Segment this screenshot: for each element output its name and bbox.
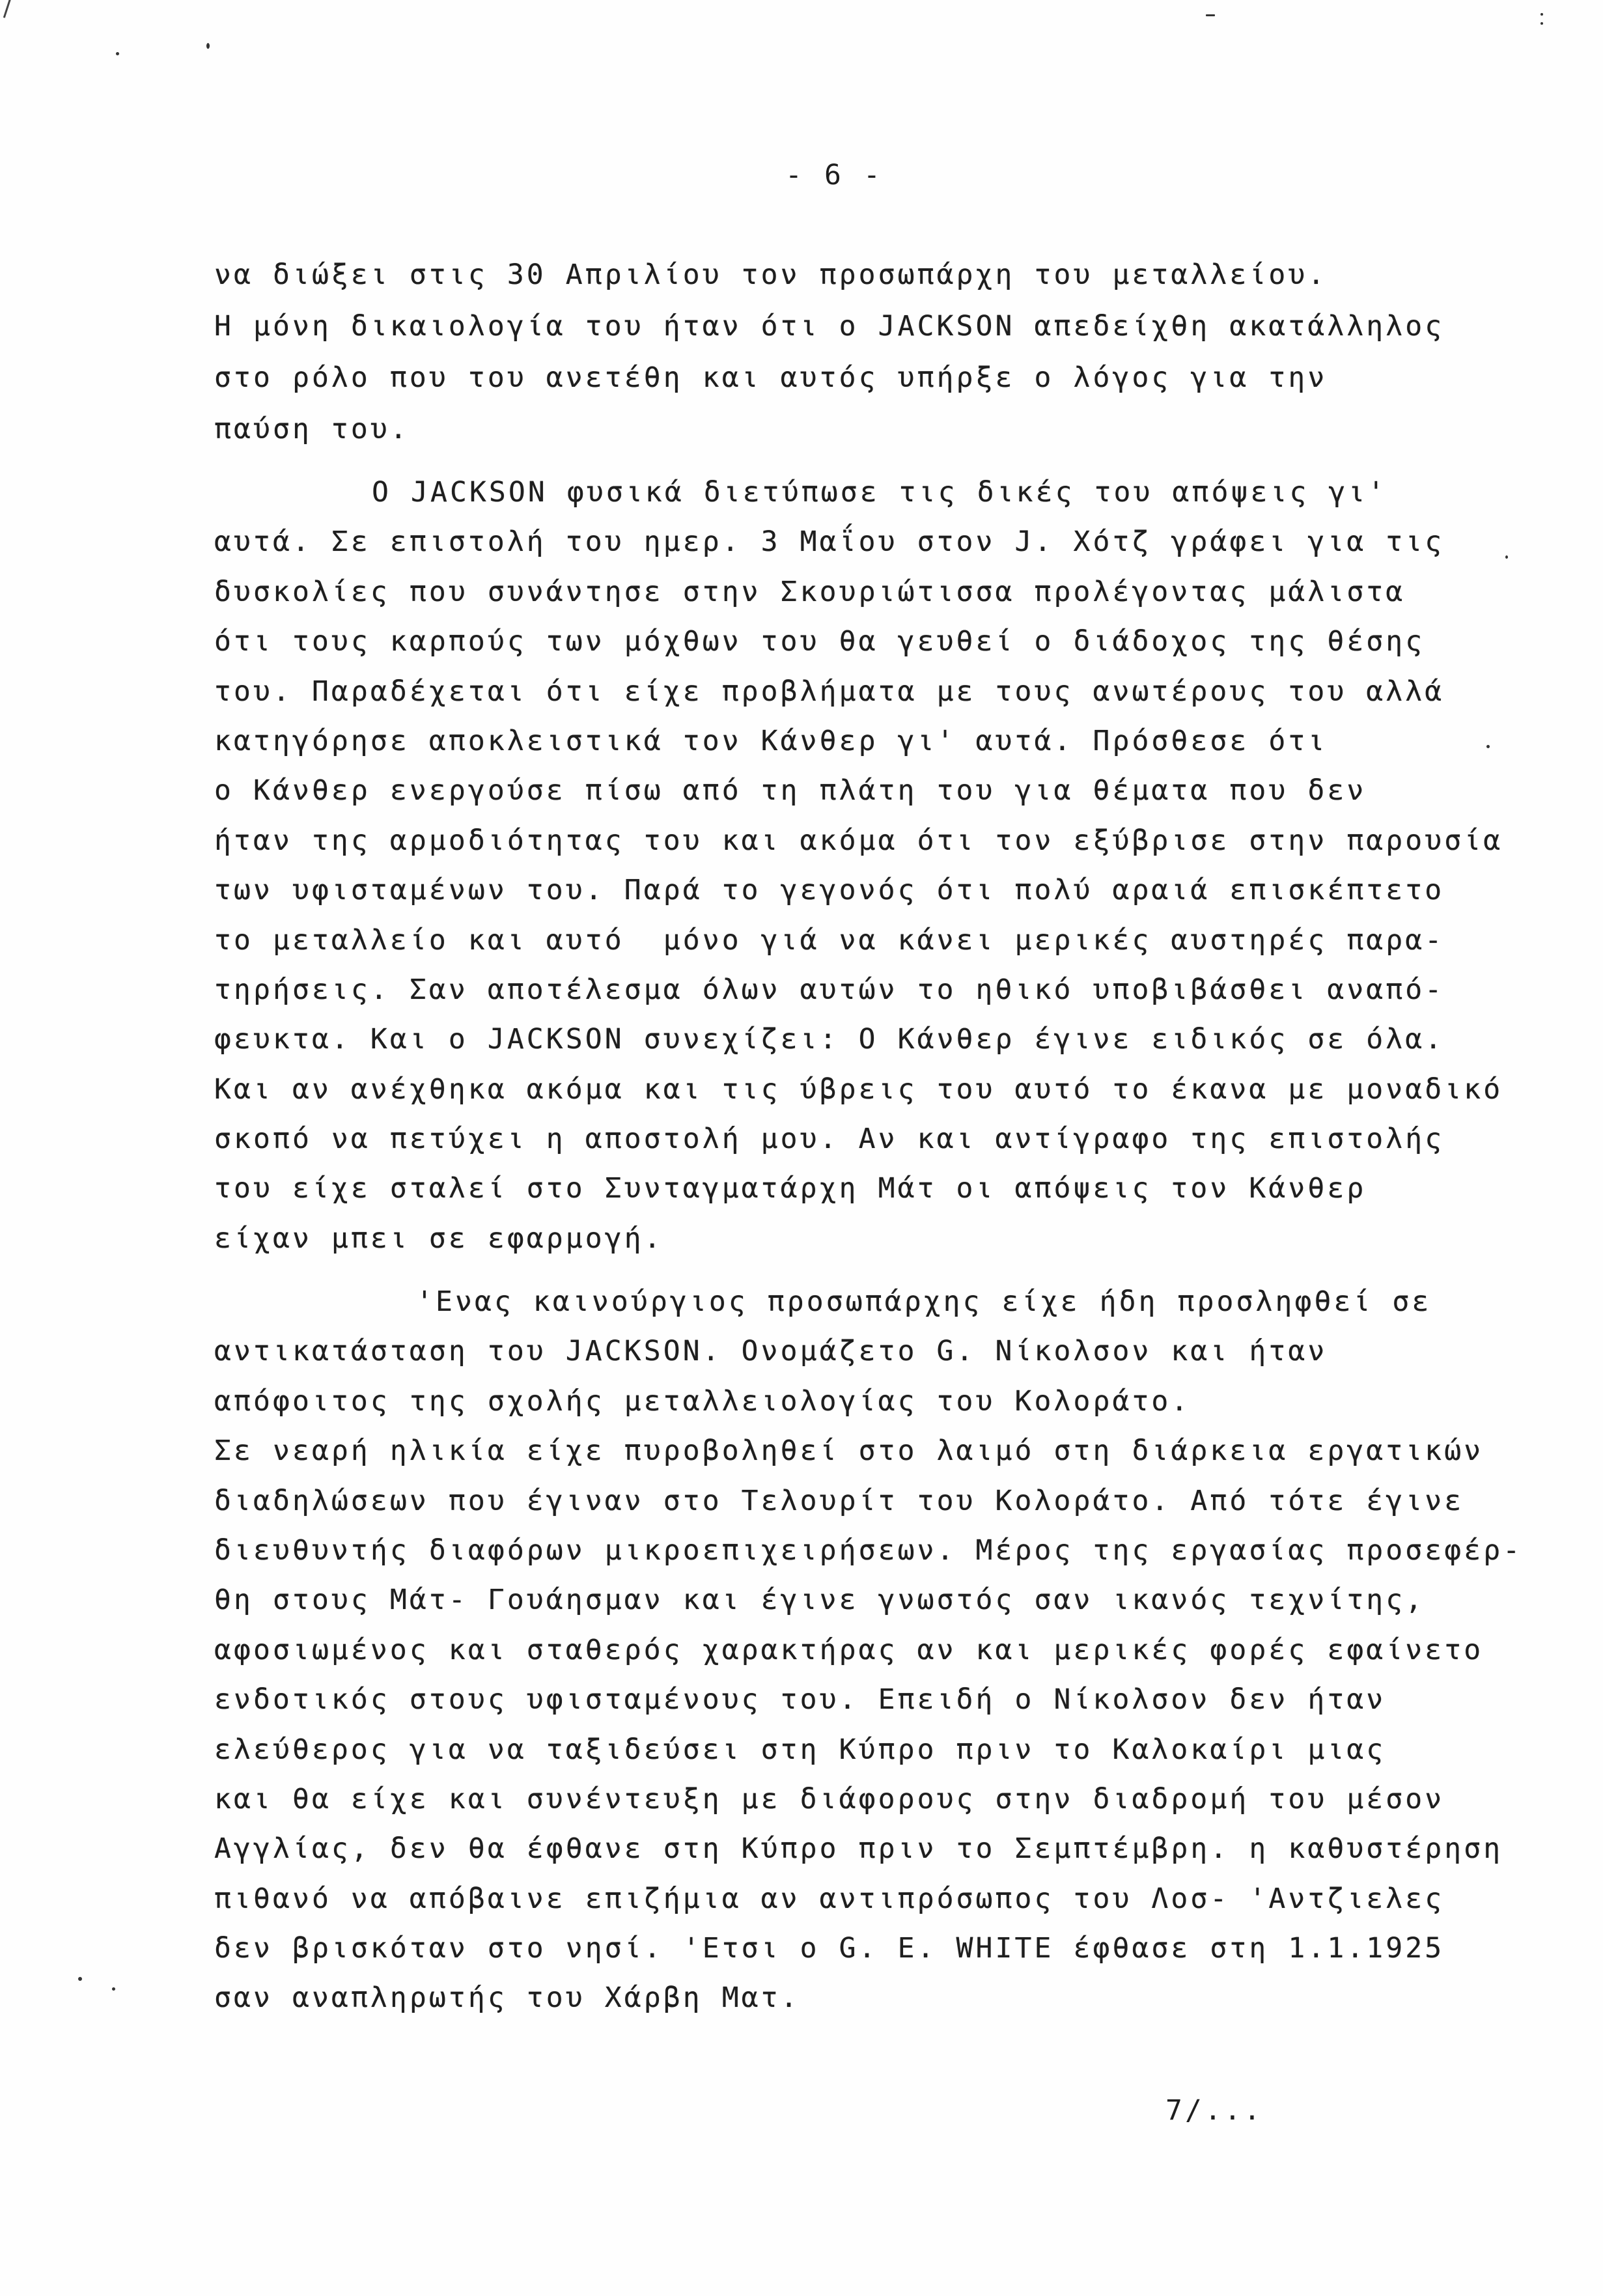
text-line: φευκτα. Και ο JACKSON συνεχίζει: Ο Κάνθερ έγινε ειδικός σε όλα. <box>214 1023 1445 1056</box>
text-line: είχαν μπει σε εφαρμογή. <box>214 1222 663 1255</box>
text-line: κατηγόρησε αποκλειστικά τον Κάνθερ γι' αυτά. Πρόσθεσε ότι <box>214 724 1328 757</box>
text-line: θη στους Μάτ- Γουάησμαν και έγινε γνωστός σαν ικανός τεχνίτης, <box>214 1584 1425 1617</box>
scan-speck <box>1206 14 1215 16</box>
text-line: στο ρόλο που του ανετέθη και αυτός υπήρξε ο λόγος για την <box>214 361 1328 394</box>
text-line: Αγγλίας, δεν θα έφθανε στη Κύπρο πριν το Σεμπτέμβρη. η καθυστέρηση <box>214 1832 1503 1866</box>
text-line: ο Κάνθερ ενεργούσε πίσω από τη πλάτη του για θέματα που δεν <box>214 774 1367 807</box>
text-line: παύση του. <box>214 413 410 445</box>
scan-mark <box>3 0 12 18</box>
text-line: απόφοιτος της σχολής μεταλλειολογίας του Κολοράτο. <box>214 1384 1191 1418</box>
text-line: και θα είχε και συνέντευξη με διάφορους στην διαδρομή του μέσον <box>214 1782 1445 1815</box>
scan-speck <box>116 52 119 55</box>
text-line: διαδηλώσεων που έγιναν στο Τελουρίτ του Κολοράτο. Από τότε έγινε <box>214 1484 1464 1517</box>
scan-speck <box>1540 13 1543 16</box>
text-line: αφοσιωμένος και σταθερός χαρακτήρας αν και μερικές φορές εφαίνετο <box>214 1633 1484 1666</box>
text-line: να διώξει στις 30 Απριλίου τον προσωπάρχη του μεταλλείου. <box>214 259 1328 291</box>
text-line: δυσκολίες που συνάντησε στην Σκουριώτισσα προλέγοντας μάλιστα <box>214 575 1406 608</box>
text-line: 'Ενας καινούργιος προσωπάρχης είχε ήδη προσληφθεί σε <box>416 1285 1432 1318</box>
paragraph <box>214 1277 1582 2023</box>
text-line: ήταν της αρμοδιότητας του και ακόμα ότι τον εξύβρισε στην παρουσία <box>214 824 1503 857</box>
text-line: Και αν ανέχθηκα ακόμα και τις ύβρεις του αυτό το έκανα με μοναδικό <box>214 1072 1503 1106</box>
text-line: δεν βρισκόταν στο νησί. 'Ετσι ο G. E. WHITE έφθασε στη 1.1.1925 <box>214 1932 1445 1965</box>
text-line: Η μόνη δικαιολογία του ήταν ότι ο JACKSON απεδείχθη ακατάλληλος <box>214 310 1445 343</box>
page-number: - 6 - <box>785 159 883 191</box>
text-line: αυτά. Σε επιστολή του ημερ. 3 Μαΐου στον J. Χότζ γράφει για τις <box>214 525 1445 559</box>
scan-speck <box>206 43 210 49</box>
paragraph <box>214 468 1582 1263</box>
scan-speck <box>112 1987 115 1991</box>
text-line: Ο JACKSON φυσικά διετύπωσε τις δικές του απόψεις γι' <box>372 476 1387 509</box>
text-line: του είχε σταλεί στο Συνταγματάρχη Μάτ οι απόψεις τον Κάνθερ <box>214 1172 1367 1205</box>
text-line: του. Παραδέχεται ότι είχε προβλήματα με τους ανωτέρους του αλλά <box>214 675 1445 708</box>
text-line: διευθυντής διαφόρων μικροεπιχειρήσεων. Μέρος της εργασίας προσεφέρ- <box>214 1533 1523 1567</box>
text-line: ενδοτικός στους υφισταμένους του. Επειδή ο Νίκολσον δεν ήταν <box>214 1683 1386 1716</box>
scan-speck <box>1540 22 1543 25</box>
text-line: των υφισταμένων του. Παρά το γεγονός ότι πολύ αραιά επισκέπτετο <box>214 874 1445 907</box>
continuation-marker: 7/... <box>1165 2094 1263 2127</box>
text-line: ότι τους καρπούς των μόχθων του θα γευθεί ο διάδοχος της θέσης <box>214 625 1425 658</box>
text-line: πιθανό να απόβαινε επιζήμια αν αντιπρόσωπος του Λοσ- 'Αντζιελες <box>214 1882 1445 1915</box>
text-line: το μεταλλείο και αυτό μόνο γιά να κάνει μερικές αυστηρές παρα- <box>214 923 1445 957</box>
paragraph <box>214 249 1582 455</box>
text-line: αντικατάσταση του JACKSON. Ονομάζετο G. Νίκολσον και ήταν <box>214 1335 1328 1368</box>
text-line: σκοπό να πετύχει η αποστολή μου. Αν και αντίγραφο της επιστολής <box>214 1123 1445 1156</box>
text-line: ελεύθερος για να ταξιδεύσει στη Κύπρο πριν το Καλοκαίρι μιας <box>214 1733 1386 1766</box>
text-line: Σε νεαρή ηλικία είχε πυροβοληθεί στο λαιμό στη διάρκεια εργατικών <box>214 1435 1484 1468</box>
text-line: σαν αναπληρωτής του Χάρβη Ματ. <box>214 1981 800 2015</box>
text-line: τηρήσεις. Σαν αποτέλεσμα όλων αυτών το ηθικό υποβιβάσθει αναπό- <box>214 973 1445 1006</box>
scan-speck <box>78 1977 82 1981</box>
